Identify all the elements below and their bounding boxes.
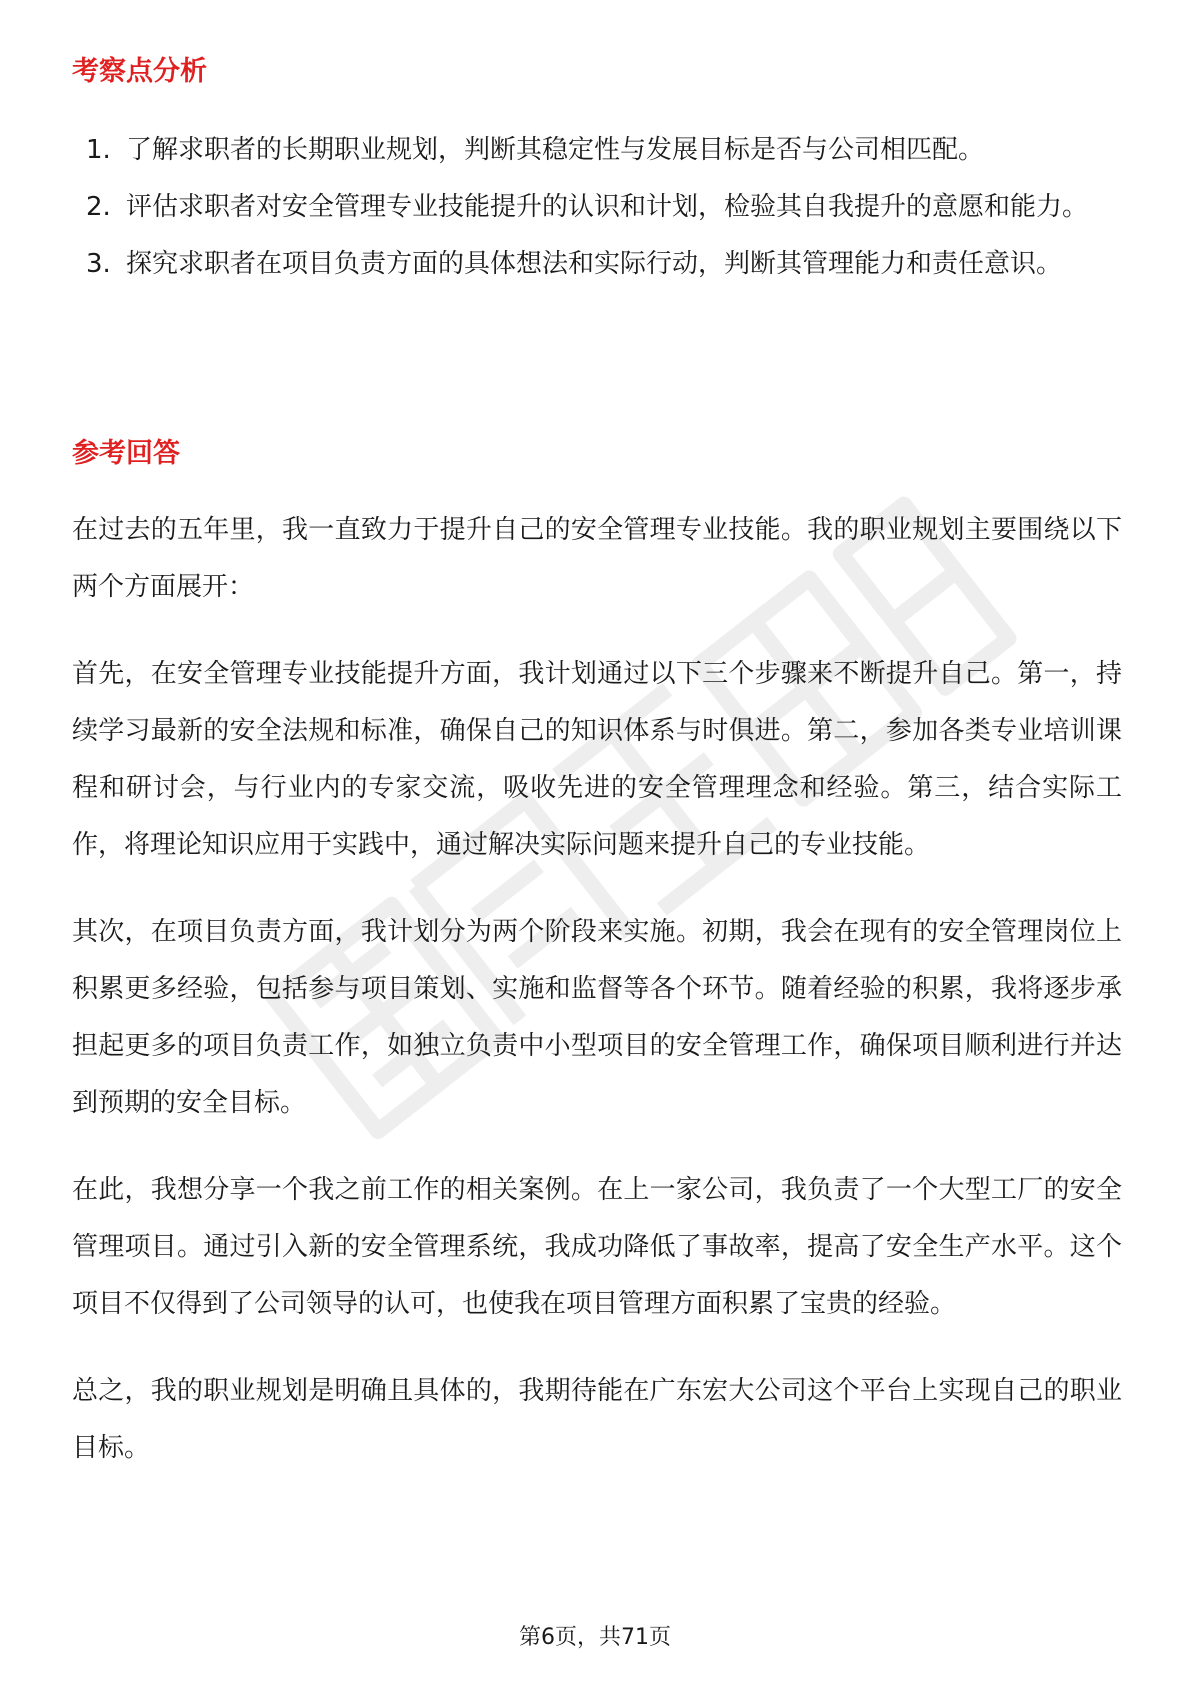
list-item	[72, 179, 1122, 236]
answer-paragraphs	[72, 502, 1122, 1507]
paragraph-conclusion: 总之，我的职业规划是明确且具体的，我期待能在广东宏大公司这个平台上实现自己的职业目标。	[72, 1376, 1122, 1463]
list-item	[72, 122, 1122, 179]
list-item-text: 探究求职者在项目负责方面的具体想法和实际行动，判断其管理能力和责任意识。	[126, 249, 1063, 279]
list-item-number: 2.	[86, 192, 111, 222]
list-item-number: 1.	[86, 135, 111, 165]
list-item-text: 评估求职者对安全管理专业技能提升的认识和计划，检验其自我提升的意愿和能力。	[126, 192, 1089, 222]
section-title-answer: 参考回答	[72, 438, 180, 469]
page-number: 第6页，共71页	[519, 1625, 671, 1650]
list-item	[72, 236, 1122, 293]
paragraph-skills: 首先，在安全管理专业技能提升方面，我计划通过以下三个步骤来不断提升自己。第一，持续学习最新的安全法规和标准，确保自己的知识体系与时俱进。第二，参加各类专业培训课程和研讨会，与行业内的专家交流，吸收先进的安全管理理念和经验。第三，结合实际工作，将理论知识应用于实践中，通过解决实际问题来提升自己的专业技能。	[72, 659, 1122, 860]
list-item-number: 3.	[86, 249, 111, 279]
paragraph-projects: 其次，在项目负责方面，我计划分为两个阶段来实施。初期，我会在现有的安全管理岗位上积累更多经验，包括参与项目策划、实施和监督等各个环节。随着经验的积累，我将逐步承担起更多的项目负责工作，如独立负责中小型项目的安全管理工作，确保项目顺利进行并达到预期的安全目标。	[72, 917, 1122, 1118]
analysis-list	[72, 122, 1122, 293]
paragraph-case: 在此，我想分享一个我之前工作的相关案例。在上一家公司，我负责了一个大型工厂的安全管理项目。通过引入新的安全管理系统，我成功降低了事故率，提高了安全生产水平。这个项目不仅得到了公司领导的认可，也使我在项目管理方面积累了宝贵的经验。	[72, 1175, 1122, 1319]
section-title-analysis: 考察点分析	[72, 56, 207, 87]
list-item-text: 了解求职者的长期职业规划，判断其稳定性与发展目标是否与公司相匹配。	[126, 135, 985, 165]
paragraph-intro: 在过去的五年里，我一直致力于提升自己的安全管理专业技能。我的职业规划主要围绕以下两个方面展开：	[72, 515, 1122, 602]
